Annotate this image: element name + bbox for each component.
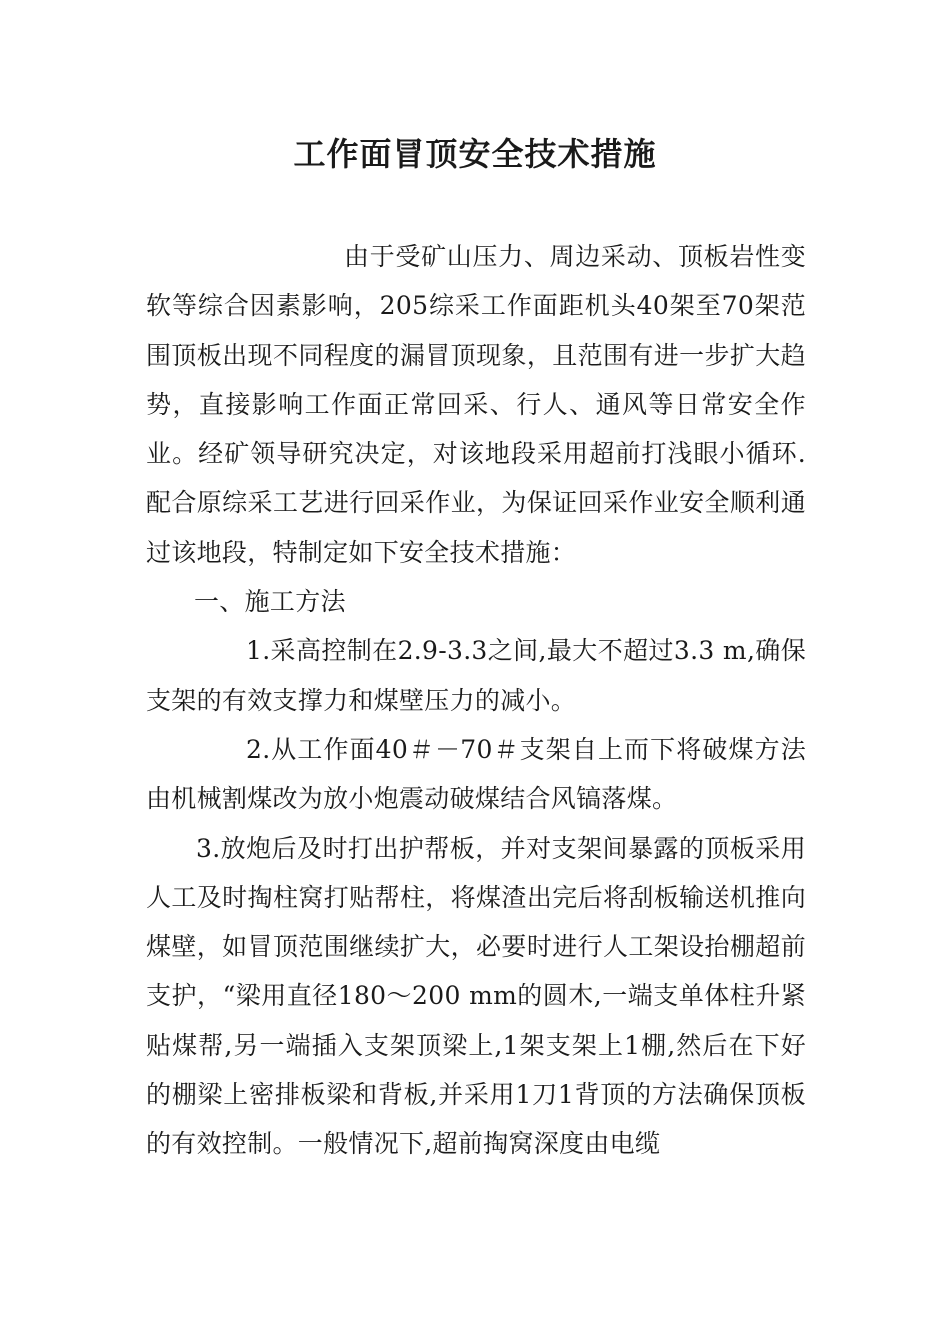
list-item-2: 2.从工作面40＃－70＃支架自上而下将破煤方法由机械割煤改为放小炮震动破煤结合风镐落煤。 <box>146 734 806 814</box>
list-item-3: 3.放炮后及时打出护帮板，并对支架间暴露的顶板采用人工及时掏柱窝打贴帮柱，将煤渣出完后将刮板输送机推向煤壁，如冒顶范围继续扩大，必要时进行人工架设抬棚超前支护，“梁用直径180～200 mm的圆木,一端支单体柱升紧贴煤帮,另一端插入支架顶梁上,1架支架上1棚,然后在下好的棚梁上密排板梁和背板,并采用1刀1背顶的方法确保顶板的有效控制。一般情况下,超前掏窝深度由电缆 <box>146 833 806 1159</box>
list-item-1: 1.采高控制在2.9-3.3之间,最大不超过3.3 m,确保支架的有效支撑力和煤壁压力的减小。 <box>146 636 806 715</box>
document-title: 工作面冒顶安全技术措施 <box>293 135 657 173</box>
intro-paragraph: 由于受矿山压力、周边采动、顶板岩性变软等综合因素影响，205综采工作面距机头40架至70架范围顶板出现不同程度的漏冒顶现象，且范围有进一步扩大趋势，直接影响工作面正常回采、行人、通风等日常安全作业。经矿领导研究决定，对该地段采用超前打浅眼小循环.配合原综采工艺进行回采作业，为保证回采作业安全顺利通过该地段，特制定如下安全技术措施： <box>146 242 806 567</box>
document-body <box>146 232 806 1169</box>
section-heading-construction-method: 一、施工方法 <box>194 587 346 617</box>
